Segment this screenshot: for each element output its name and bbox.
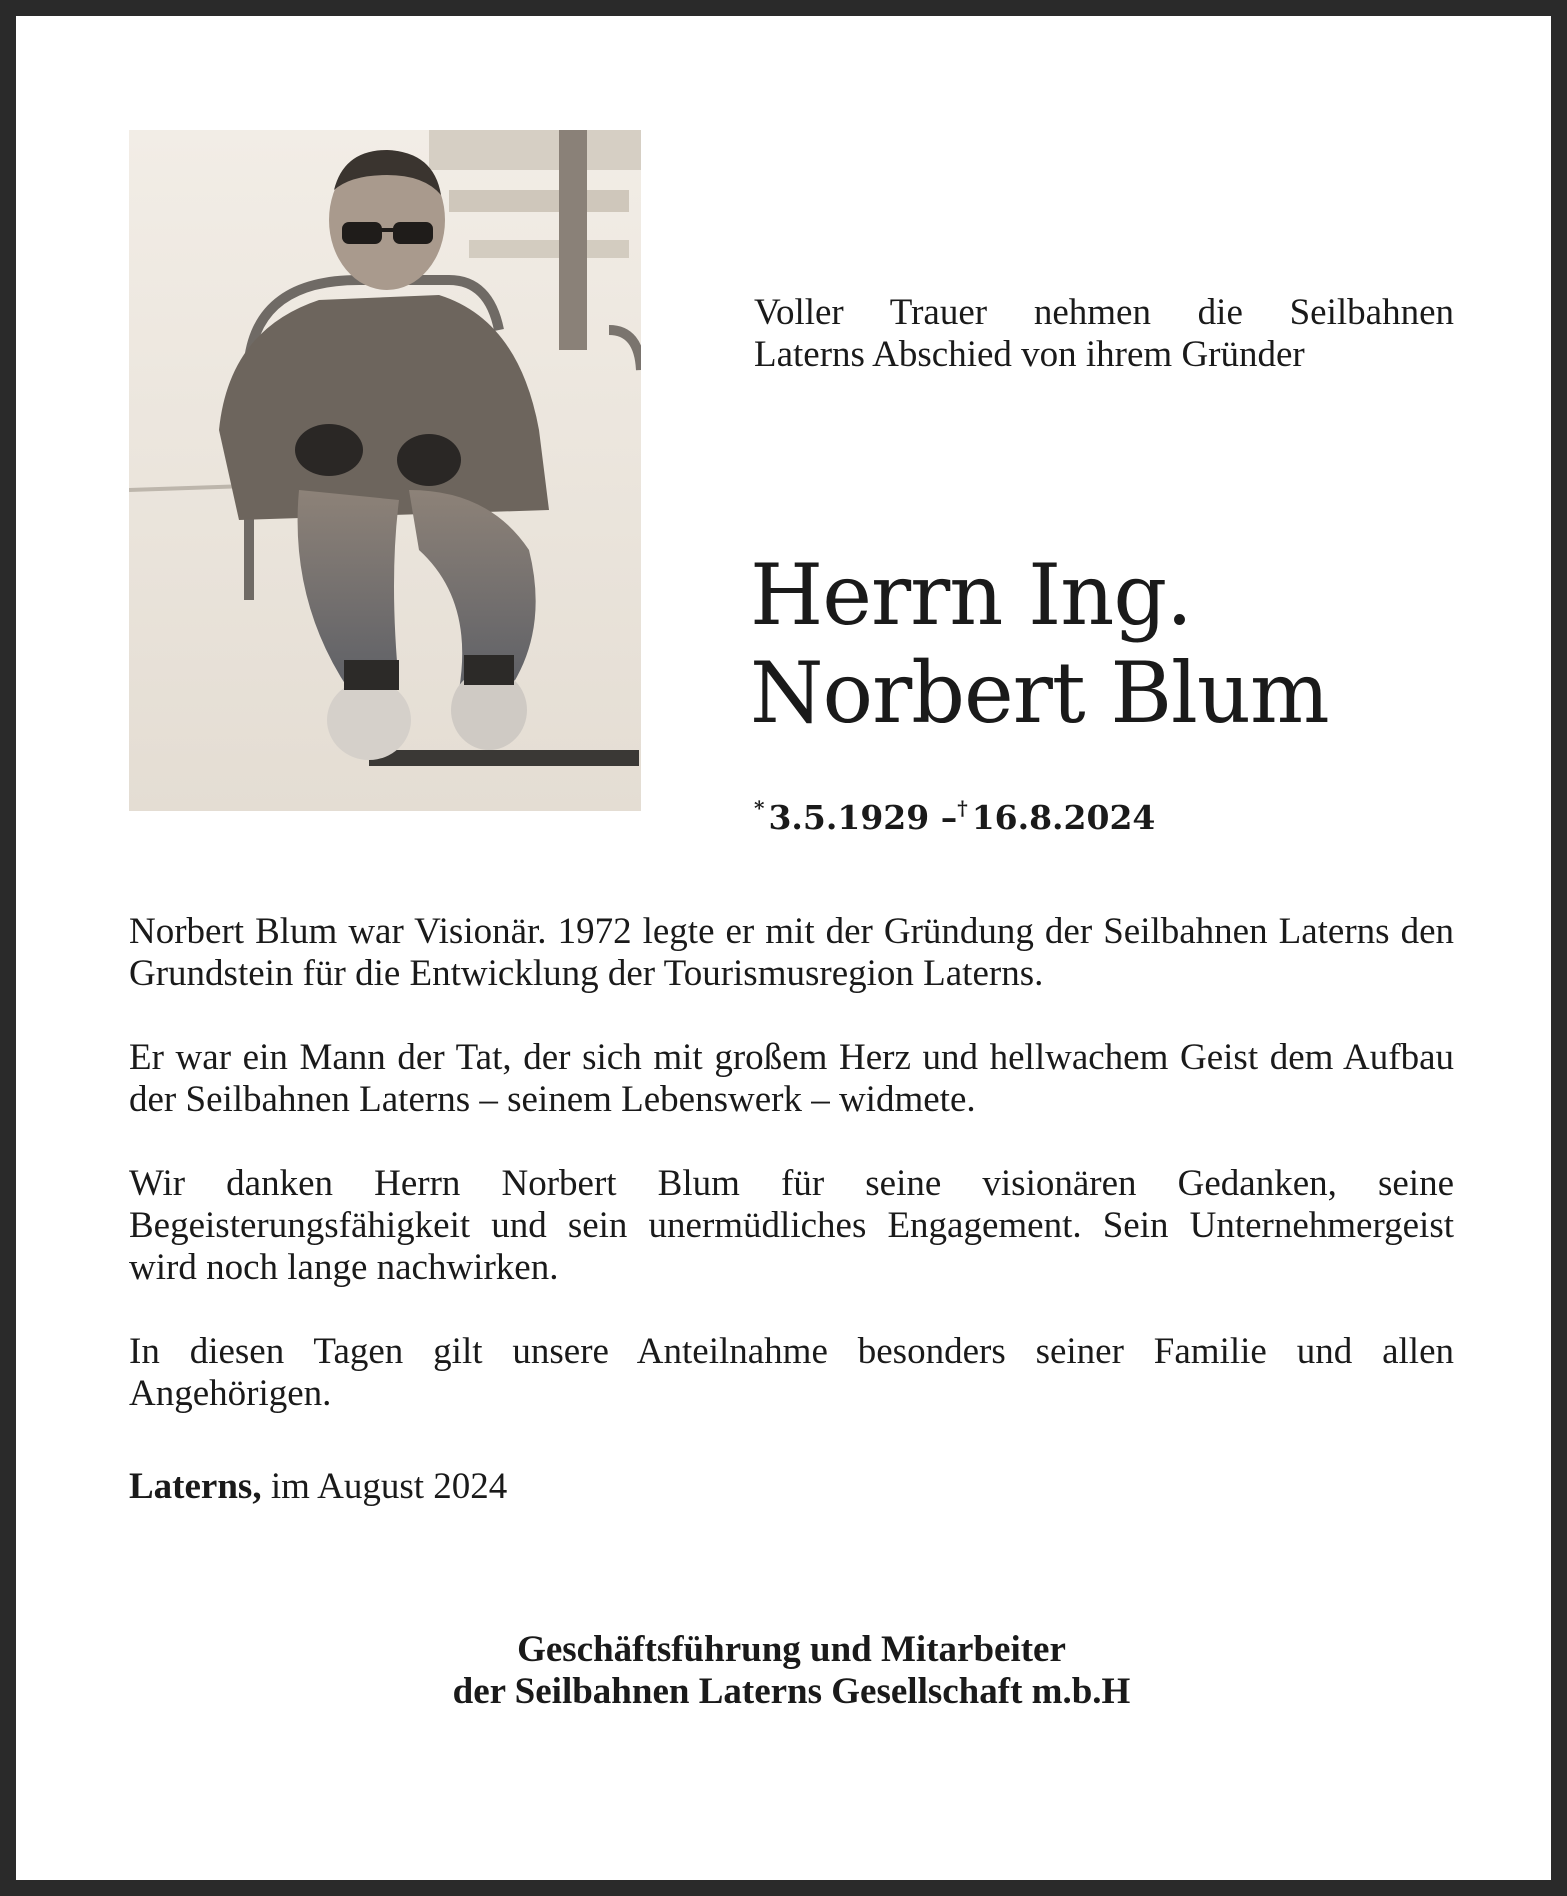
date-separator: – [940,798,958,837]
place-name: Laterns, [129,1466,262,1507]
name-line: Herrn Ing. [750,546,1192,644]
obituary-notice [16,16,1551,1880]
signature-line: Geschäftsführung und Mitarbeiter [517,1629,1066,1670]
life-dates [754,788,1155,838]
body-paragraph: Er war ein Mann der Tat, der sich mit großem Herz und hellwachem Geist dem Aufbau der Seilbahnen Laterns – seinem Lebenswerk – widmete. [129,1037,1454,1120]
place-date-line [129,1466,507,1508]
death-symbol: † [957,796,968,820]
intro-line: Laterns Abschied von ihrem Gründer [754,334,1305,375]
birth-symbol: * [754,796,765,820]
birth-date: 3.5.1929 [768,798,930,837]
name-line: Norbert Blum [750,644,1329,742]
body-paragraph: Wir danken Herrn Norbert Blum für seine visionären Gedanken, seine Begeisterungsfähigkeit und sein unermüdliches Engagement. Sein Unternehmergeist wird noch lange nachwirken. [129,1163,1454,1288]
obituary-body [129,911,1454,1415]
deceased-name [750,546,1329,742]
intro-text [754,292,1454,376]
signature-line: der Seilbahnen Laterns Gesellschaft m.b.H [452,1671,1131,1712]
body-paragraph: In diesen Tagen gilt unsere Anteilnahme besonders seiner Familie und allen Angehörigen. [129,1331,1454,1414]
body-paragraph: Norbert Blum war Visionär. 1972 legte er mit der Gründung der Seilbahnen Laterns den Grundstein für die Entwicklung der Tourismusregion Laterns. [129,911,1454,994]
date-text: im August 2024 [270,1466,508,1507]
intro-line: Voller Trauer nehmen die Seilbahnen [754,292,1454,333]
portrait-photo [129,130,641,811]
signature-block [129,1629,1454,1713]
death-date: 16.8.2024 [971,798,1156,837]
